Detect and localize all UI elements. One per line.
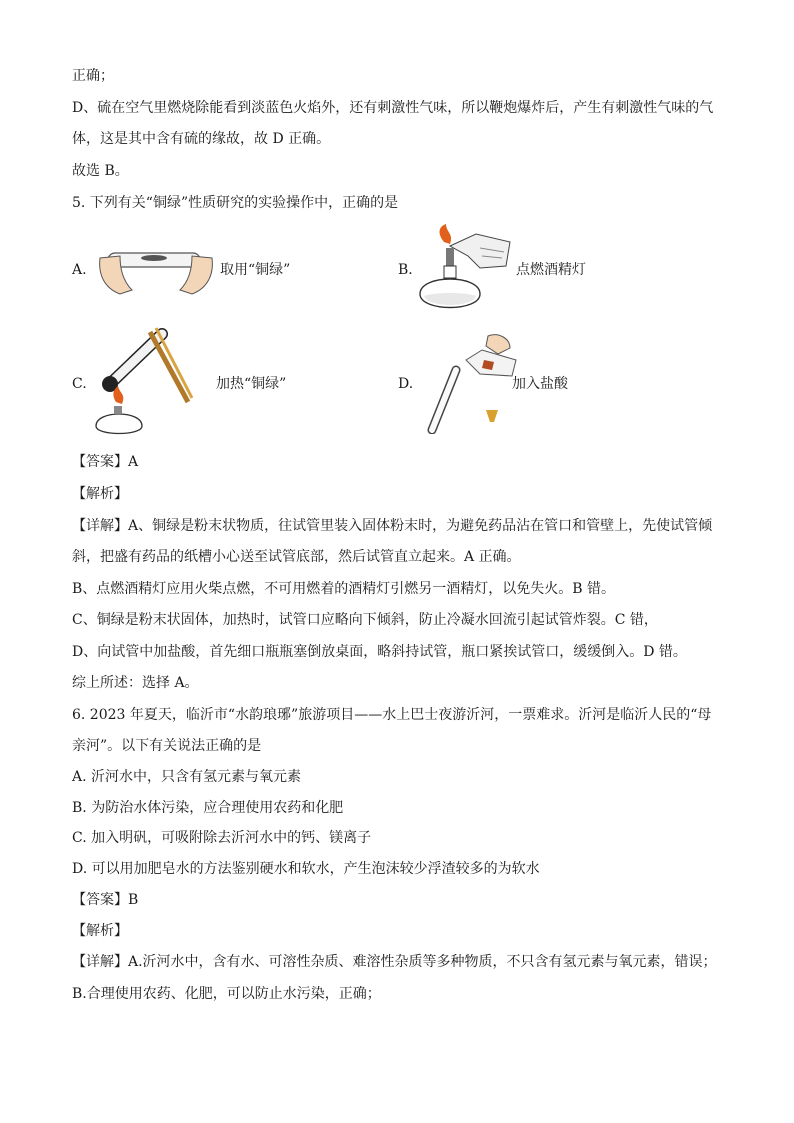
detail-line: B.合理使用农药、化肥，可以防止水污染，正确； [72,986,381,1002]
option-a-caption: 取用“铜绿” [220,262,291,278]
option-line: C. 加入明矾，可吸附除去沂河水中的钙、镁离子 [72,830,372,846]
detail-line: D、向试管中加盐酸，首先细口瓶瓶塞倒放桌面，略斜持试管，瓶口紧挨试管口，缓缓倒入。D 错。 [72,644,687,660]
analysis-label: 【解析】 [72,923,128,939]
text-line: 体，这是其中含有硫的缘故，故 D 正确。 [72,131,331,147]
heating-test-tube-figure [92,322,194,440]
detail-line: 【详解】A.沂河水中，含有水、可溶性杂质、难溶性杂质等多种物质，不只含有氢元素与氧元素，错误； [72,954,717,970]
question-5-stem: 5. 下列有关“铜绿”性质研究的实验操作中，正确的是 [72,195,399,211]
detail-line: 【详解】A、铜绿是粉末状物质，往试管里装入固体粉末时，为避免药品沾在管口和管壁上，先使试管倾 [72,518,713,534]
option-line: B. 为防治水体污染，应合理使用农药和化肥 [72,800,344,816]
option-a-letter: A. [72,262,87,278]
pouring-acid-figure [418,330,518,434]
option-b-caption: 点燃酒精灯 [516,262,586,278]
detail-line: 综上所述：选择 A。 [72,675,199,691]
answer-label: 【答案】B [72,892,139,908]
option-d-letter: D. [398,376,414,392]
detail-line: 斜，把盛有药品的纸槽小心送至试管底部，然后试管直立起来。A 正确。 [72,549,521,565]
analysis-label: 【解析】 [72,486,128,502]
question-6-stem: 6. 2023 年夏天，临沂市“水韵琅琊”旅游项目——水上巴士夜游沂河，一票难求。沂河是临沂人民的“母 [72,707,712,723]
option-c-caption: 加热“铜绿” [216,376,287,392]
test-tube-powder-figure [96,236,216,300]
option-c-letter: C. [72,376,87,392]
detail-line: B、点燃酒精灯应用火柴点燃，不可用燃着的酒精灯引燃另一酒精灯，以免失火。B 错。 [72,581,616,597]
alcohol-lamp-lighting-figure [410,222,520,322]
text-line: 正确； [72,68,114,84]
option-b-letter: B. [398,262,413,278]
option-line: D. 可以用加肥皂水的方法鉴别硬水和软水，产生泡沫较少浮渣较多的为软水 [72,861,540,877]
answer-label: 【答案】A [72,454,139,470]
option-line: A. 沂河水中，只含有氢元素与氧元素 [72,769,302,785]
text-line: 故选 B。 [72,163,129,179]
option-d-caption: 加入盐酸 [512,376,568,392]
text-line: D、硫在空气里燃烧除能看到淡蓝色火焰外，还有刺激性气味，所以鞭炮爆炸后，产生有刺激性气味的气 [72,100,714,116]
question-6-stem: 亲河”。以下有关说法正确的是 [72,738,262,754]
detail-line: C、铜绿是粉末状固体，加热时，试管口应略向下倾斜，防止冷凝水回流引起试管炸裂。C 错， [72,612,658,628]
